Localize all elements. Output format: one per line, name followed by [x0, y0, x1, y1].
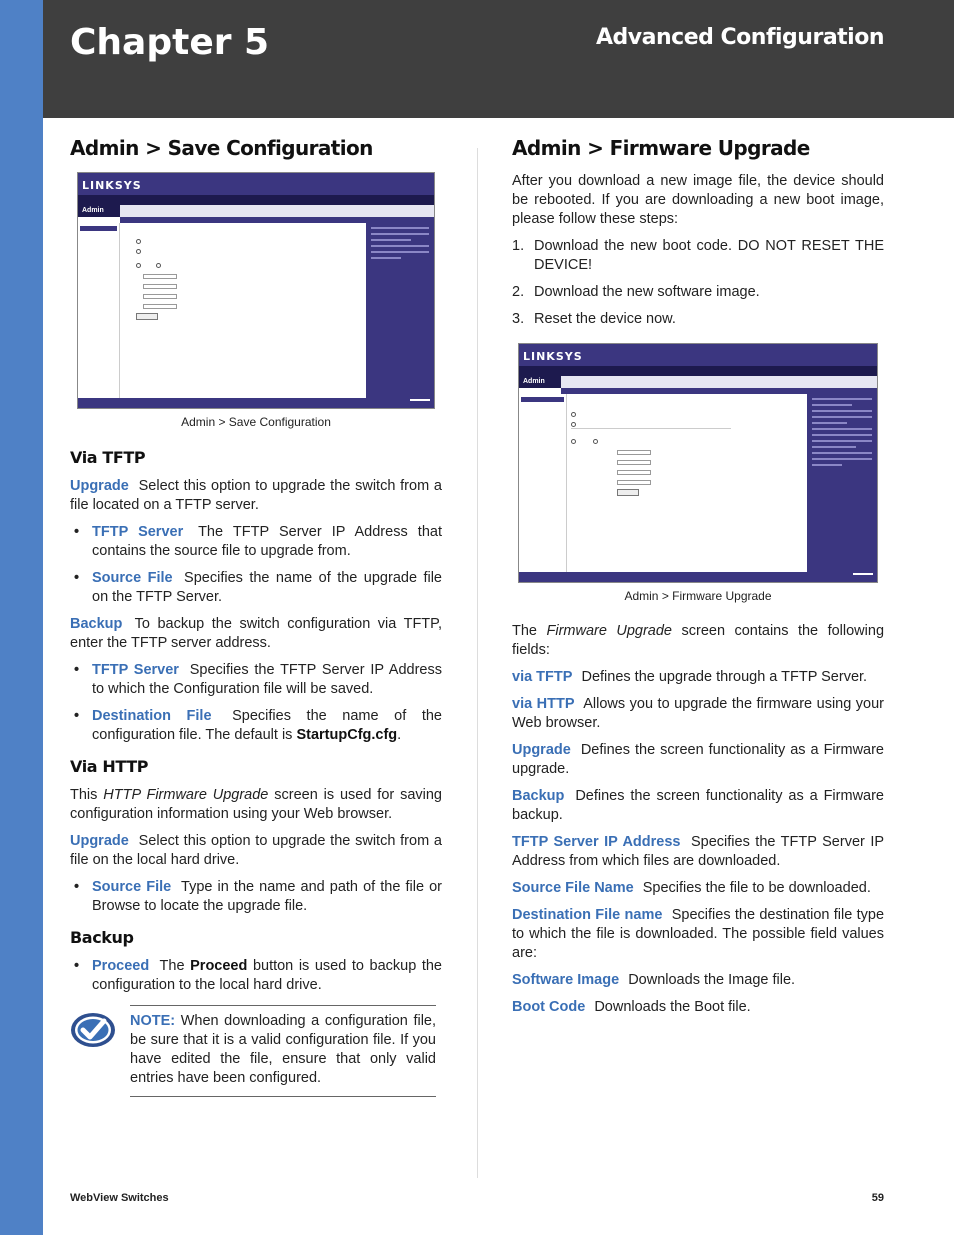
tftp-backup-list — [70, 661, 442, 745]
page-number: 59 — [871, 1192, 884, 1204]
firmware-upgrade-screenshot — [518, 343, 878, 583]
left-column — [70, 135, 442, 1097]
list-item: • Proceed The Proceed button is used to backup the configuration to the local hard drive. — [70, 957, 442, 995]
firmware-intro: After you download a new image file, the device should be rebooted. If you are downloading a new boot image, please follow these steps: — [512, 173, 884, 227]
firmware-upgrade-heading: Admin > Firmware Upgrade — [512, 136, 810, 160]
upgrade-term: Upgrade — [70, 478, 129, 494]
field-desc: TFTP Server IP Address Specifies the TFTP Server IP Address from which files are downloaded. — [512, 834, 885, 869]
list-item: • Destination File Specifies the name of the configuration file. The default is StartupCfg.cfg. — [70, 707, 442, 745]
field-desc: Boot Code Downloads the Boot file. — [512, 999, 751, 1015]
field-desc: via HTTP Allows you to upgrade the firmware using your Web browser. — [512, 696, 885, 731]
linksys-logo: LINKSYS — [523, 350, 583, 363]
list-item: 1. Download the new boot code. DO NOT RESET THE DEVICE! — [512, 238, 884, 273]
list-item: 2. Download the new software image. — [512, 284, 760, 300]
note-box — [130, 1005, 436, 1097]
linksys-logo: LINKSYS — [82, 179, 142, 192]
list-item: • Source File Specifies the name of the upgrade file on the TFTP Server. — [70, 569, 442, 607]
backup-list — [70, 957, 442, 995]
http-intro: This HTTP Firmware Upgrade screen is used for saving configuration information using your Web browser. — [70, 787, 442, 822]
field-desc: Upgrade Defines the screen functionality as a Firmware upgrade. — [512, 742, 884, 777]
note-label: NOTE: — [130, 1013, 176, 1029]
admin-label: Admin — [523, 378, 545, 385]
via-http-heading: Via HTTP — [70, 757, 149, 776]
note-text: When downloading a configuration file, be sure that it is a valid configuration file. If you have edited the file, ensure that only valid entries have been configured. — [130, 1013, 437, 1086]
list-item: • Source File Type in the name and path of the file or Browse to locate the upgrade file. — [70, 878, 442, 916]
save-config-heading: Admin > Save Configuration — [70, 136, 373, 160]
backup-heading: Backup — [70, 928, 134, 947]
right-column — [512, 135, 884, 1025]
field-desc: Backup Defines the screen functionality as a Firmware backup. — [512, 788, 884, 823]
backup-term: Backup — [70, 616, 123, 632]
checkmark-icon — [70, 1010, 116, 1050]
field-desc: Source File Name Specifies the file to be downloaded. — [512, 880, 871, 896]
side-color-strip — [0, 0, 43, 1235]
list-item: 3. Reset the device now. — [512, 311, 676, 327]
save-config-caption: Admin > Save Configuration — [181, 415, 331, 429]
fields-intro: The Firmware Upgrade screen contains the following fields: — [512, 623, 885, 658]
upgrade-paragraph: Upgrade Select this option to upgrade the switch from a file located on a TFTP server. — [70, 478, 442, 513]
field-desc: via TFTP Defines the upgrade through a TFTP Server. — [512, 669, 868, 685]
column-divider — [477, 148, 478, 1178]
list-item: • TFTP Server Specifies the TFTP Server IP Address to which the Configuration file will be saved. — [70, 661, 442, 699]
http-list — [70, 878, 442, 916]
save-config-screenshot — [77, 172, 435, 409]
section-title: Advanced Configuration — [596, 25, 884, 50]
footer-product: WebView Switches — [70, 1192, 169, 1204]
firmware-upgrade-caption: Admin > Firmware Upgrade — [624, 589, 772, 603]
default-filename: StartupCfg.cfg — [296, 727, 398, 743]
chapter-title: Chapter 5 — [70, 22, 270, 63]
admin-label: Admin — [82, 207, 104, 214]
backup-paragraph: Backup To backup the switch configuration via TFTP, enter the TFTP server address. — [70, 616, 442, 651]
list-item: • TFTP Server The TFTP Server IP Address that contains the source file to upgrade from. — [70, 523, 442, 561]
via-tftp-heading: Via TFTP — [70, 448, 146, 467]
steps-list — [512, 237, 884, 329]
tftp-upgrade-list — [70, 523, 442, 607]
http-upgrade-paragraph: Upgrade Select this option to upgrade the switch from a file on the local hard drive. — [70, 833, 442, 868]
field-desc: Destination File name Specifies the destination file type to which the file is downloaded. The possible field values are: — [512, 907, 885, 961]
field-desc: Software Image Downloads the Image file. — [512, 972, 796, 988]
